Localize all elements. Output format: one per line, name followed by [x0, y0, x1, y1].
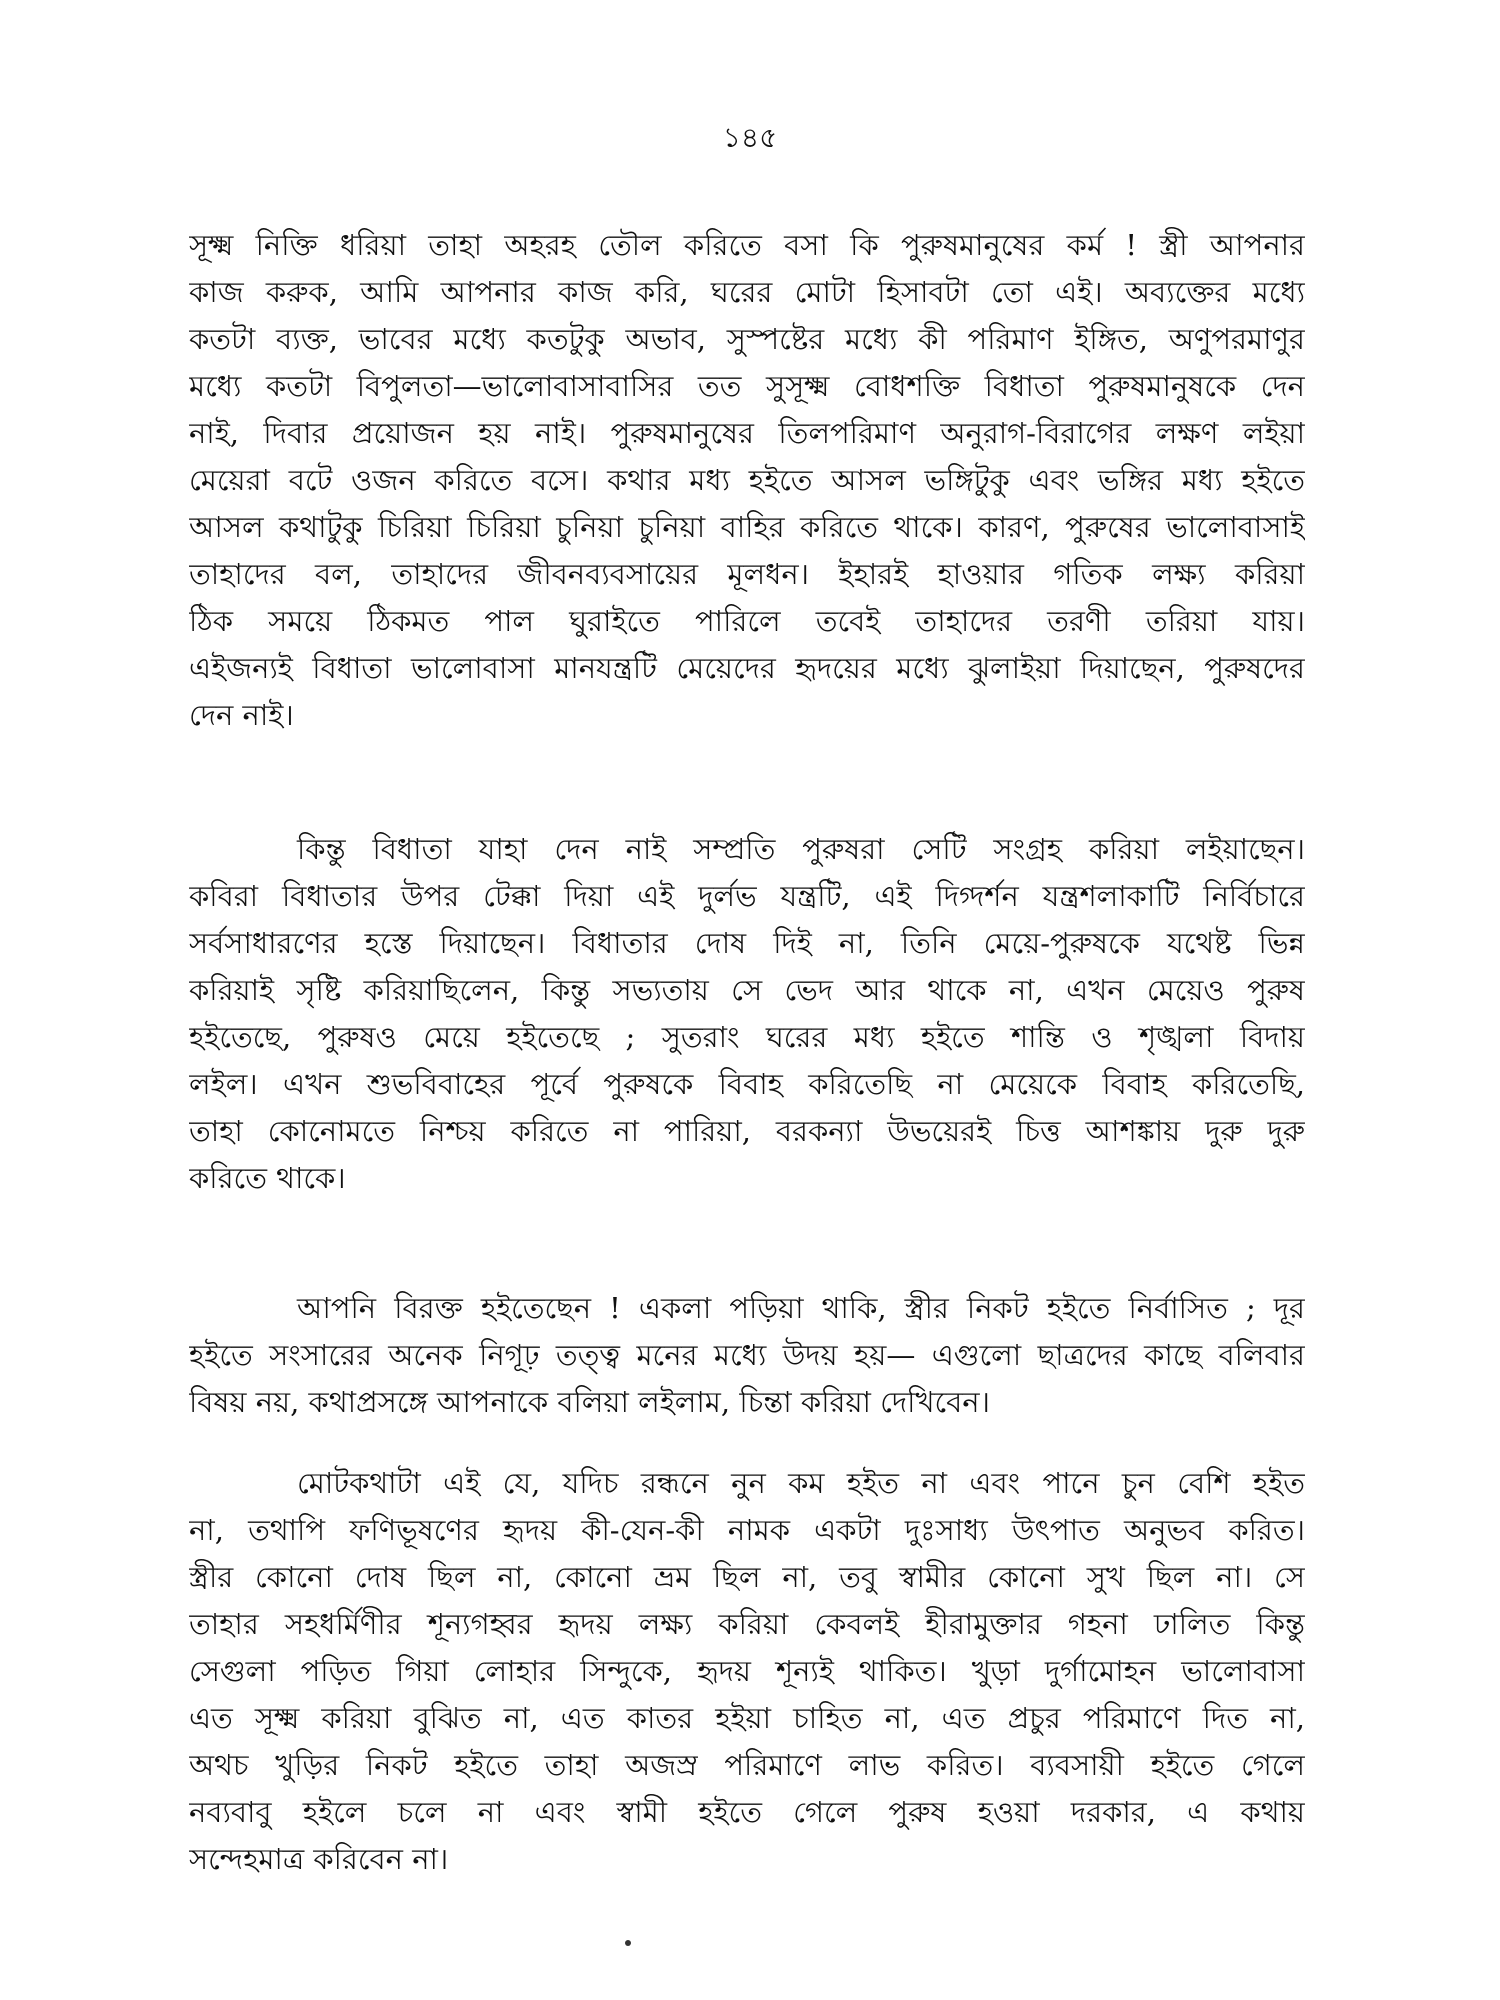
paragraph-2 [189, 826, 1305, 1202]
paragraph-3 [189, 1285, 1305, 1426]
text-line: করিতে থাকে। [189, 1161, 346, 1195]
text-line: কিন্তু বিধাতা যাহা দেন নাই সম্প্রতি পুরুষরা সেটি সংগ্রহ করিয়া লইয়াছেন। [297, 832, 1305, 866]
text-line: করিয়াই সৃষ্টি করিয়াছিলেন, কিন্তু সভ্যতায় সে ভেদ আর থাকে না, এখন মেয়েও পুরুষ [189, 973, 1305, 1007]
text-line: এইজন্যই বিধাতা ভালোবাসা মানযন্ত্রটি মেয়েদের হৃদয়ের মধ্যে ঝুলাইয়া দিয়াছেন, পুরুষদের [189, 651, 1305, 685]
text-line: আসল কথাটুকু চিরিয়া চিরিয়া চুনিয়া চুনিয়া বাহির করিতে থাকে। কারণ, পুরুষের ভালোবাসাই [189, 510, 1305, 544]
text-line: তাহা কোনোমতে নিশ্চয় করিতে না পারিয়া, বরকন্যা উভয়েরই চিত্ত আশঙ্কায় দুরু দুরু [189, 1114, 1305, 1148]
text-line: মধ্যে কতটা বিপুলতা—ভালোবাসাবাসির তত সুসূক্ষ্ম বোধশক্তি বিধাতা পুরুষমানুষকে দেন [189, 369, 1305, 403]
text-line: হইতে সংসারের অনেক নিগূঢ় তত্ত্ব মনের মধ্যে উদয় হয়— এগুলো ছাত্রদের কাছে বলিবার [189, 1338, 1305, 1372]
text-line: কতটা ব্যক্ত, ভাবের মধ্যে কতটুকু অভাব, সুস্পষ্টের মধ্যে কী পরিমাণ ইঙ্গিত, অণুপরমাণুর [189, 322, 1305, 356]
text-line: কবিরা বিধাতার উপর টেক্কা দিয়া এই দুর্লভ যন্ত্রটি, এই দিগ্দর্শন যন্ত্রশলাকাটি নির্বিচারে [189, 879, 1305, 913]
page-number: ১৪৫ [722, 121, 778, 154]
text-line: আপনি বিরক্ত হইতেছেন ! একলা পড়িয়া থাকি, স্ত্রীর নিকট হইতে নির্বাসিত ; দূর [297, 1291, 1305, 1325]
text-line: সন্দেহমাত্র করিবেন না। [189, 1842, 449, 1876]
text-line: মেয়েরা বটে ওজন করিতে বসে। কথার মধ্য হইতে আসল ভঙ্গিটুকু এবং ভঙ্গির মধ্য হইতে [189, 463, 1305, 497]
footer-dot [625, 1940, 631, 1946]
text-line: সেগুলা পড়িত গিয়া লোহার সিন্দুকে, হৃদয় শূন্যই থাকিত। খুড়া দুর্গামোহন ভালোবাসা [189, 1654, 1305, 1688]
paragraph-4 [189, 1460, 1305, 1883]
paragraph-1 [189, 222, 1305, 739]
text-line: সূক্ষ্ম নিক্তি ধরিয়া তাহা অহরহ তৌল করিতে বসা কি পুরুষমানুষের কর্ম ! স্ত্রী আপনার [189, 228, 1305, 262]
text-line: না, তথাপি ফণিভূষণের হৃদয় কী-যেন-কী নামক একটা দুঃসাধ্য উৎপাত অনুভব করিত। [189, 1513, 1305, 1547]
text-line: সর্বসাধারণের হস্তে দিয়াছেন। বিধাতার দোষ দিই না, তিনি মেয়ে-পুরুষকে যথেষ্ট ভিন্ন [189, 926, 1305, 960]
text-line: হইতেছে, পুরুষও মেয়ে হইতেছে ; সুতরাং ঘরের মধ্য হইতে শান্তি ও শৃঙ্খলা বিদায় [189, 1020, 1305, 1054]
text-line: নব্যবাবু হইলে চলে না এবং স্বামী হইতে গেলে পুরুষ হওয়া দরকার, এ কথায় [189, 1795, 1305, 1829]
text-line: ঠিক সময়ে ঠিকমত পাল ঘুরাইতে পারিলে তবেই তাহাদের তরণী তরিয়া যায়। [189, 604, 1305, 638]
text-line: তাহাদের বল, তাহাদের জীবনব্যবসায়ের মূলধন। ইহারই হাওয়ার গতিক লক্ষ্য করিয়া [189, 557, 1305, 591]
text-line: মোটকথাটা এই যে, যদিচ রন্ধনে নুন কম হইত না এবং পানে চুন বেশি হইত [297, 1466, 1305, 1500]
text-line: অথচ খুড়ির নিকট হইতে তাহা অজস্র পরিমাণে লাভ করিত। ব্যবসায়ী হইতে গেলে [189, 1748, 1305, 1782]
text-line: এত সূক্ষ্ম করিয়া বুঝিত না, এত কাতর হইয়া চাহিত না, এত প্রচুর পরিমাণে দিত না, [189, 1701, 1305, 1735]
text-line: নাই, দিবার প্রয়োজন হয় নাই। পুরুষমানুষের তিলপরিমাণ অনুরাগ-বিরাগের লক্ষণ লইয়া [189, 416, 1305, 450]
text-line: স্ত্রীর কোনো দোষ ছিল না, কোনো ভ্রম ছিল না, তবু স্বামীর কোনো সুখ ছিল না। সে [189, 1560, 1305, 1594]
text-line: তাহার সহধর্মিণীর শূন্যগহ্বর হৃদয় লক্ষ্য করিয়া কেবলই হীরামুক্তার গহনা ঢালিত কিন্তু [189, 1607, 1305, 1641]
text-line: লইল। এখন শুভবিবাহের পূর্বে পুরুষকে বিবাহ করিতেছি না মেয়েকে বিবাহ করিতেছি, [189, 1067, 1305, 1101]
text-line: বিষয় নয়, কথাপ্রসঙ্গে আপনাকে বলিয়া লইলাম, চিন্তা করিয়া দেখিবেন। [189, 1385, 990, 1419]
text-line: দেন নাই। [189, 698, 294, 732]
text-line: কাজ করুক, আমি আপনার কাজ করি, ঘরের মোটা হিসাবটা তো এই। অব্যক্তের মধ্যে [189, 275, 1305, 309]
